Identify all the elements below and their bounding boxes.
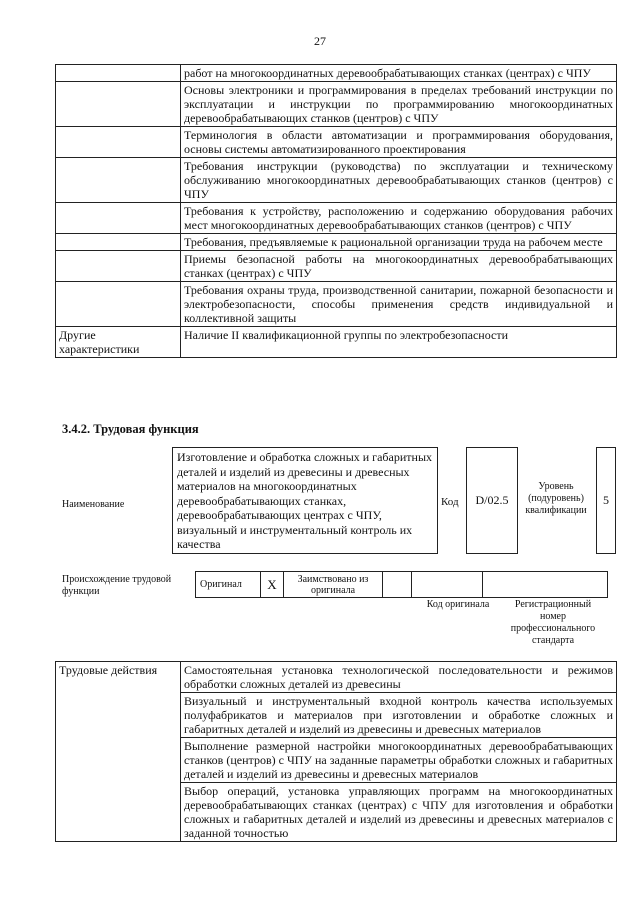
- original-mark: X: [261, 572, 284, 598]
- table-row: [56, 282, 617, 327]
- action-text: Визуальный и инструментальный входной контроль качества используемых полуфабрикатов и материалов при изготовлении и обработке сложных и габаритных деталей и изделий из древесины и древесных материалов: [181, 693, 617, 738]
- table-row: [56, 158, 617, 203]
- table-row: [56, 65, 617, 82]
- table-row: [56, 251, 617, 282]
- origin-table: [195, 571, 608, 598]
- level-label: Уровень (подуровень) квалификации: [525, 481, 587, 516]
- action-text: Выбор операций, установка управляющих программ на многокоординатных деревообрабатывающих станках (центрах) с ЧПУ для изготовления и обработки сложных и габаритных деталей и изделий из древесины и древесных материалов с заданной точностью: [181, 783, 617, 842]
- row-text: Требования, предъявляемые к рациональной организации труда на рабочем месте: [181, 234, 617, 251]
- row-text: Приемы безопасной работы на многокоординатных деревообрабатывающих станках (центрах) с ЧПУ: [181, 251, 617, 282]
- page-number: 27: [314, 34, 326, 48]
- origin-label: Происхождение трудовой функции: [62, 574, 172, 597]
- row-label: [56, 65, 181, 82]
- row-label: [56, 251, 181, 282]
- original-cell: Оригинал: [196, 572, 261, 598]
- section-title: 3.4.2. Трудовая функция: [62, 422, 199, 436]
- row-text: Требования инструкции (руководства) по эксплуатации и техническому обслуживанию многокоординатных деревообрабатывающих станков (центров) с ЧПУ: [181, 158, 617, 203]
- action-text: Самостоятельная установка технологической последовательности и режимов обработки сложных деталей из древесины: [181, 662, 617, 693]
- empty-cell: [383, 572, 412, 598]
- row-label: [56, 203, 181, 234]
- table-row: [56, 82, 617, 127]
- row-label: [56, 234, 181, 251]
- function-name-box: Изготовление и обработка сложных и габаритных деталей и изделий из древесины и древесных материалов на многокоординатных деревообрабатывающих станках, деревообрабатывающих центрах с ЧПУ, визуальный и инструментальный контроль их качества: [172, 447, 438, 554]
- row-text: Требования к устройству, расположению и содержанию оборудования рабочих мест многокоординатных деревообрабатывающих станков (центров) с ЧПУ: [181, 203, 617, 234]
- table-row: [56, 127, 617, 158]
- code-original-box: [412, 572, 483, 598]
- level-value-box: 5: [596, 447, 616, 554]
- name-label: Наименование: [62, 499, 125, 510]
- borrowed-cell: Заимствовано из оригинала: [284, 572, 383, 598]
- row-label: [56, 158, 181, 203]
- reg-number-label: Регистрационный номер профессионального стандарта: [510, 599, 596, 646]
- code-value-box: D/02.5: [466, 447, 518, 554]
- table-row: [56, 203, 617, 234]
- code-label: Код: [441, 496, 459, 508]
- table-row: [56, 662, 617, 693]
- reg-number-box: [483, 572, 608, 598]
- actions-label: Трудовые действия: [56, 662, 181, 842]
- row-text: Наличие II квалификационной группы по электробезопасности: [181, 327, 617, 358]
- row-label: [56, 82, 181, 127]
- row-text: Требования охраны труда, производственной санитарии, пожарной безопасности и электробезопасности, способы применения средств индивидуальной и коллективной защиты: [181, 282, 617, 327]
- code-original-label: Код оригинала: [426, 599, 490, 610]
- row-label: [56, 282, 181, 327]
- row-label: Другие характеристики: [56, 327, 181, 358]
- row-text: Терминология в области автоматизации и программирования оборудования, основы системы автоматизированного проектирования: [181, 127, 617, 158]
- actions-table: [55, 661, 617, 842]
- row-text: работ на многокоординатных деревообрабатывающих станках (центрах) с ЧПУ: [181, 65, 617, 82]
- row-label: [56, 127, 181, 158]
- requirements-table: [55, 64, 617, 358]
- row-text: Основы электроники и программирования в пределах требований инструкции по эксплуатации и инструкции по программированию многокоординатных деревообрабатывающих станков (центров) с ЧПУ: [181, 82, 617, 127]
- action-text: Выполнение размерной настройки многокоординатных деревообрабатывающих станков (центров) с ЧПУ на заданные параметры обработки сложных и габаритных деталей и изделий из древесины и древесных материалов: [181, 738, 617, 783]
- table-row: [56, 327, 617, 358]
- table-row: [56, 234, 617, 251]
